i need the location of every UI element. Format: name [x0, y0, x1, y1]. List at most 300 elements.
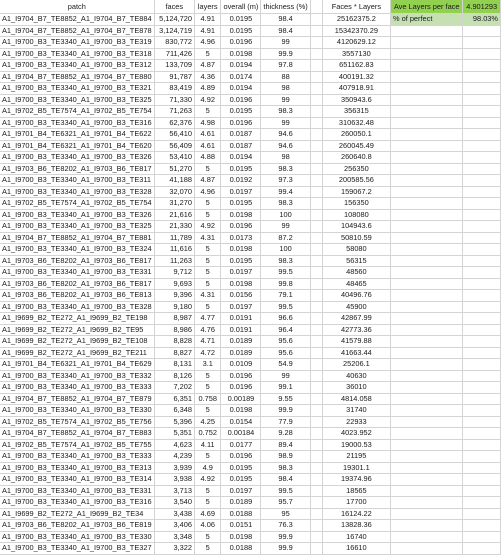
thickness-cell[interactable]: 98.3 [261, 163, 310, 175]
blank-cell[interactable] [310, 290, 322, 302]
patch-cell[interactable]: A1_I9701_B4_TE6321_A1_I9701_B4_TE620 [0, 140, 154, 152]
blank-cell[interactable] [310, 37, 322, 49]
layers-cell[interactable]: 4.11 [195, 439, 221, 451]
extra-cell[interactable] [463, 186, 501, 198]
extra-cell[interactable] [463, 37, 501, 49]
patch-cell[interactable]: A1_I9703_B6_TE8202_A1_I9703_B6_TE813 [0, 290, 154, 302]
thickness-cell[interactable]: 98 [261, 83, 310, 95]
extra-cell[interactable] [463, 393, 501, 405]
extra-cell[interactable] [390, 186, 462, 198]
extra-cell[interactable] [390, 462, 462, 474]
product-cell[interactable]: 42773.36 [322, 324, 390, 336]
extra-cell[interactable] [463, 117, 501, 129]
blank-cell[interactable] [310, 129, 322, 141]
layers-cell[interactable]: 5 [195, 370, 221, 382]
extra-cell[interactable] [463, 267, 501, 279]
faces-cell[interactable]: 3,938 [154, 474, 194, 486]
layers-cell[interactable]: 4.36 [195, 71, 221, 83]
product-cell[interactable]: 41579.88 [322, 336, 390, 348]
extra-cell[interactable] [463, 497, 501, 509]
overall-cell[interactable]: 0.0197 [221, 186, 261, 198]
faces-cell[interactable]: 3,124,719 [154, 25, 194, 37]
overall-cell[interactable]: 0.0198 [221, 209, 261, 221]
overall-cell[interactable]: 0.0194 [221, 83, 261, 95]
product-cell[interactable]: 16740 [322, 531, 390, 543]
extra-cell[interactable] [463, 474, 501, 486]
faces-cell[interactable]: 62,376 [154, 117, 194, 129]
blank-cell[interactable] [310, 428, 322, 440]
thickness-cell[interactable]: 99 [261, 221, 310, 233]
extra-cell[interactable] [390, 267, 462, 279]
thickness-cell[interactable]: 88 [261, 71, 310, 83]
patch-cell[interactable]: A1_I9700_B3_TE3340_A1_I9700_B3_TE330 [0, 405, 154, 417]
patch-cell[interactable]: A1_I9700_B3_TE3340_A1_I9700_B3_TE328 [0, 186, 154, 198]
extra-cell[interactable] [463, 278, 501, 290]
patch-cell[interactable]: A1_I9704_B7_TE8852_A1_I9704_B7_TE883 [0, 428, 154, 440]
overall-cell[interactable]: 0.0196 [221, 37, 261, 49]
product-cell[interactable]: 19374.96 [322, 474, 390, 486]
faces-cell[interactable]: 4,623 [154, 439, 194, 451]
overall-cell[interactable]: 0.0198 [221, 244, 261, 256]
extra-cell[interactable] [463, 25, 501, 37]
layers-cell[interactable]: 5 [195, 198, 221, 210]
blank-cell[interactable] [310, 25, 322, 37]
faces-cell[interactable]: 71,263 [154, 106, 194, 118]
overall-cell[interactable]: 0.0192 [221, 175, 261, 187]
patch-cell[interactable]: A1_I9703_B6_TE8202_A1_I9703_B6_TE817 [0, 255, 154, 267]
layers-cell[interactable]: 4.71 [195, 336, 221, 348]
overall-cell[interactable]: 0.0189 [221, 347, 261, 359]
overall-cell[interactable]: 0.0196 [221, 382, 261, 394]
patch-cell[interactable]: A1_I9704_B7_TE8852_A1_I9704_B7_TE880 [0, 71, 154, 83]
overall-cell[interactable]: 0.0187 [221, 140, 261, 152]
extra-cell[interactable] [390, 83, 462, 95]
overall-cell[interactable]: 0.0198 [221, 48, 261, 60]
product-cell[interactable]: 310632.48 [322, 117, 390, 129]
thickness-cell[interactable]: 99 [261, 94, 310, 106]
thickness-cell[interactable]: 99.1 [261, 382, 310, 394]
ave-layers-label[interactable]: Ave Layers per face [390, 0, 462, 14]
thickness-cell[interactable]: 94.6 [261, 129, 310, 141]
layers-cell[interactable]: 4.87 [195, 60, 221, 72]
patch-cell[interactable]: A1_I9701_B4_TE6321_A1_I9701_B4_TE629 [0, 359, 154, 371]
layers-cell[interactable]: 5 [195, 48, 221, 60]
faces-cell[interactable]: 830,772 [154, 37, 194, 49]
overall-cell[interactable]: 0.0195 [221, 462, 261, 474]
patch-cell[interactable]: A1_I9702_B5_TE7574_A1_I9702_B5_TE756 [0, 416, 154, 428]
header-overall[interactable]: overall (m) [221, 0, 261, 14]
extra-cell[interactable] [463, 370, 501, 382]
blank-cell[interactable] [310, 71, 322, 83]
thickness-cell[interactable]: 79.1 [261, 290, 310, 302]
patch-cell[interactable]: A1_I9704_B7_TE8852_A1_I9704_B7_TE878 [0, 25, 154, 37]
thickness-cell[interactable]: 98.3 [261, 255, 310, 267]
blank-cell[interactable] [310, 347, 322, 359]
patch-cell[interactable]: A1_I9699_B2_TE272_A1_I9699_B2_TE95 [0, 324, 154, 336]
product-cell[interactable]: 400191.32 [322, 71, 390, 83]
blank-cell[interactable] [310, 405, 322, 417]
extra-cell[interactable] [463, 290, 501, 302]
percent-perfect-value[interactable]: 98.03% [463, 14, 501, 26]
product-cell[interactable]: 22933 [322, 416, 390, 428]
blank-cell[interactable] [310, 175, 322, 187]
extra-cell[interactable] [390, 232, 462, 244]
layers-cell[interactable]: 5 [195, 278, 221, 290]
overall-cell[interactable]: 0.0197 [221, 485, 261, 497]
overall-cell[interactable]: 0.0196 [221, 94, 261, 106]
extra-cell[interactable] [463, 313, 501, 325]
faces-cell[interactable]: 8,828 [154, 336, 194, 348]
product-cell[interactable]: 356315 [322, 106, 390, 118]
product-cell[interactable]: 260050.1 [322, 129, 390, 141]
faces-cell[interactable]: 3,322 [154, 543, 194, 555]
overall-cell[interactable]: 0.0151 [221, 520, 261, 532]
overall-cell[interactable]: 0.00189 [221, 393, 261, 405]
product-cell[interactable]: 25206.1 [322, 359, 390, 371]
layers-cell[interactable]: 4.91 [195, 14, 221, 26]
thickness-cell[interactable]: 99.8 [261, 278, 310, 290]
patch-cell[interactable]: A1_I9700_B3_TE3340_A1_I9700_B3_TE316 [0, 497, 154, 509]
product-cell[interactable]: 50810.59 [322, 232, 390, 244]
faces-cell[interactable]: 5,396 [154, 416, 194, 428]
overall-cell[interactable]: 0.0154 [221, 416, 261, 428]
extra-cell[interactable] [390, 393, 462, 405]
extra-cell[interactable] [463, 520, 501, 532]
extra-cell[interactable] [463, 405, 501, 417]
overall-cell[interactable]: 0.0177 [221, 439, 261, 451]
extra-cell[interactable] [390, 451, 462, 463]
thickness-cell[interactable]: 96.4 [261, 324, 310, 336]
overall-cell[interactable]: 0.0196 [221, 370, 261, 382]
product-cell[interactable]: 407918.91 [322, 83, 390, 95]
layers-cell[interactable]: 4.31 [195, 290, 221, 302]
extra-cell[interactable] [463, 60, 501, 72]
overall-cell[interactable]: 0.0198 [221, 278, 261, 290]
layers-cell[interactable]: 4.98 [195, 117, 221, 129]
header-patch[interactable]: patch [0, 0, 154, 14]
extra-cell[interactable] [390, 71, 462, 83]
layers-cell[interactable]: 4.61 [195, 140, 221, 152]
extra-cell[interactable] [390, 313, 462, 325]
product-cell[interactable]: 108080 [322, 209, 390, 221]
faces-cell[interactable]: 11,263 [154, 255, 194, 267]
layers-cell[interactable]: 5 [195, 405, 221, 417]
patch-cell[interactable]: A1_I9700_B3_TE3340_A1_I9700_B3_TE328 [0, 301, 154, 313]
patch-cell[interactable]: A1_I9700_B3_TE3340_A1_I9700_B3_TE330 [0, 531, 154, 543]
blank-cell[interactable] [310, 520, 322, 532]
extra-cell[interactable] [390, 94, 462, 106]
thickness-cell[interactable]: 98.3 [261, 462, 310, 474]
patch-cell[interactable]: A1_I9699_B2_TE272_A1_I9699_B2_TE211 [0, 347, 154, 359]
product-cell[interactable]: 41663.44 [322, 347, 390, 359]
blank-cell[interactable] [310, 140, 322, 152]
blank-cell[interactable] [310, 324, 322, 336]
patch-cell[interactable]: A1_I9702_B5_TE7574_A1_I9702_B5_TE754 [0, 198, 154, 210]
thickness-cell[interactable]: 97.3 [261, 175, 310, 187]
layers-cell[interactable]: 4.87 [195, 175, 221, 187]
extra-cell[interactable] [390, 106, 462, 118]
overall-cell[interactable]: 0.0198 [221, 405, 261, 417]
faces-cell[interactable]: 5,124,720 [154, 14, 194, 26]
product-cell[interactable]: 350943.6 [322, 94, 390, 106]
thickness-cell[interactable]: 98.3 [261, 106, 310, 118]
product-cell[interactable]: 4120629.12 [322, 37, 390, 49]
blank-cell[interactable] [310, 508, 322, 520]
thickness-cell[interactable]: 95 [261, 508, 310, 520]
blank-cell[interactable] [310, 393, 322, 405]
overall-cell[interactable]: 0.0191 [221, 313, 261, 325]
patch-cell[interactable]: A1_I9700_B3_TE3340_A1_I9700_B3_TE325 [0, 221, 154, 233]
extra-cell[interactable] [463, 244, 501, 256]
faces-cell[interactable]: 9,693 [154, 278, 194, 290]
blank-cell[interactable] [310, 209, 322, 221]
layers-cell[interactable]: 5 [195, 106, 221, 118]
faces-cell[interactable]: 11,616 [154, 244, 194, 256]
layers-cell[interactable]: 3.1 [195, 359, 221, 371]
thickness-cell[interactable]: 95.6 [261, 336, 310, 348]
layers-cell[interactable]: 4.77 [195, 313, 221, 325]
thickness-cell[interactable]: 98.9 [261, 451, 310, 463]
blank-cell[interactable] [310, 474, 322, 486]
extra-cell[interactable] [390, 405, 462, 417]
product-cell[interactable]: 4814.058 [322, 393, 390, 405]
layers-cell[interactable]: 4.31 [195, 232, 221, 244]
extra-cell[interactable] [390, 209, 462, 221]
faces-cell[interactable]: 9,396 [154, 290, 194, 302]
blank-cell[interactable] [310, 221, 322, 233]
patch-cell[interactable]: A1_I9703_B6_TE8202_A1_I9703_B6_TE817 [0, 278, 154, 290]
thickness-cell[interactable]: 99.5 [261, 485, 310, 497]
blank-cell[interactable] [310, 278, 322, 290]
thickness-cell[interactable]: 99.9 [261, 48, 310, 60]
faces-cell[interactable]: 711,426 [154, 48, 194, 60]
thickness-cell[interactable]: 99 [261, 37, 310, 49]
product-cell[interactable]: 18565 [322, 485, 390, 497]
overall-cell[interactable]: 0.0156 [221, 290, 261, 302]
overall-cell[interactable]: 0.0198 [221, 531, 261, 543]
overall-cell[interactable]: 0.0196 [221, 451, 261, 463]
extra-cell[interactable] [390, 175, 462, 187]
extra-cell[interactable] [390, 301, 462, 313]
thickness-cell[interactable]: 98.3 [261, 198, 310, 210]
product-cell[interactable]: 200585.56 [322, 175, 390, 187]
blank-cell[interactable] [310, 152, 322, 164]
overall-cell[interactable]: 0.0195 [221, 25, 261, 37]
faces-cell[interactable]: 83,419 [154, 83, 194, 95]
overall-cell[interactable]: 0.0195 [221, 163, 261, 175]
blank-cell[interactable] [310, 359, 322, 371]
blank-cell[interactable] [310, 255, 322, 267]
faces-cell[interactable]: 3,348 [154, 531, 194, 543]
thickness-cell[interactable]: 9.28 [261, 428, 310, 440]
product-cell[interactable]: 45900 [322, 301, 390, 313]
ave-layers-value[interactable]: 4.901293 [463, 0, 501, 14]
patch-cell[interactable]: A1_I9704_B7_TE8852_A1_I9704_B7_TE879 [0, 393, 154, 405]
extra-cell[interactable] [390, 531, 462, 543]
extra-cell[interactable] [463, 175, 501, 187]
patch-cell[interactable]: A1_I9700_B3_TE3340_A1_I9700_B3_TE313 [0, 462, 154, 474]
blank-cell[interactable] [310, 382, 322, 394]
extra-cell[interactable] [463, 152, 501, 164]
patch-cell[interactable]: A1_I9699_B2_TE272_A1_I9699_B2_TE34 [0, 508, 154, 520]
faces-cell[interactable]: 56,409 [154, 140, 194, 152]
product-cell[interactable]: 25162375.2 [322, 14, 390, 26]
faces-cell[interactable]: 31,270 [154, 198, 194, 210]
patch-cell[interactable]: A1_I9703_B6_TE8202_A1_I9703_B6_TE817 [0, 163, 154, 175]
layers-cell[interactable]: 4.91 [195, 25, 221, 37]
faces-cell[interactable]: 3,438 [154, 508, 194, 520]
thickness-cell[interactable]: 77.9 [261, 416, 310, 428]
overall-cell[interactable]: 0.0194 [221, 152, 261, 164]
blank-cell[interactable] [310, 186, 322, 198]
layers-cell[interactable]: 4.92 [195, 474, 221, 486]
blank-cell[interactable] [310, 267, 322, 279]
blank-cell[interactable] [310, 232, 322, 244]
blank-cell[interactable] [310, 485, 322, 497]
faces-cell[interactable]: 56,410 [154, 129, 194, 141]
thickness-cell[interactable]: 87.2 [261, 232, 310, 244]
blank-cell[interactable] [310, 244, 322, 256]
patch-cell[interactable]: A1_I9700_B3_TE3340_A1_I9700_B3_TE318 [0, 48, 154, 60]
faces-cell[interactable]: 51,270 [154, 163, 194, 175]
patch-cell[interactable]: A1_I9700_B3_TE3340_A1_I9700_B3_TE331 [0, 267, 154, 279]
patch-cell[interactable]: A1_I9700_B3_TE3340_A1_I9700_B3_TE331 [0, 485, 154, 497]
product-cell[interactable]: 17700 [322, 497, 390, 509]
thickness-cell[interactable]: 98 [261, 152, 310, 164]
patch-cell[interactable]: A1_I9700_B3_TE3340_A1_I9700_B3_TE333 [0, 382, 154, 394]
product-cell[interactable]: 260640.8 [322, 152, 390, 164]
faces-cell[interactable]: 3,406 [154, 520, 194, 532]
patch-cell[interactable]: A1_I9700_B3_TE3340_A1_I9700_B3_TE311 [0, 175, 154, 187]
overall-cell[interactable]: 0.0195 [221, 14, 261, 26]
thickness-cell[interactable]: 99.4 [261, 186, 310, 198]
faces-cell[interactable]: 7,202 [154, 382, 194, 394]
patch-cell[interactable]: A1_I9702_B5_TE7574_A1_I9702_B5_TE754 [0, 106, 154, 118]
product-cell[interactable]: 42867.99 [322, 313, 390, 325]
extra-cell[interactable] [463, 106, 501, 118]
faces-cell[interactable]: 3,939 [154, 462, 194, 474]
layers-cell[interactable]: 5 [195, 451, 221, 463]
product-cell[interactable]: 16124.22 [322, 508, 390, 520]
extra-cell[interactable] [463, 416, 501, 428]
layers-cell[interactable]: 5 [195, 209, 221, 221]
patch-cell[interactable]: A1_I9700_B3_TE3340_A1_I9700_B3_TE326 [0, 209, 154, 221]
faces-cell[interactable]: 8,126 [154, 370, 194, 382]
thickness-cell[interactable]: 99.5 [261, 267, 310, 279]
extra-cell[interactable] [463, 301, 501, 313]
overall-cell[interactable]: 0.0188 [221, 508, 261, 520]
faces-cell[interactable]: 6,351 [154, 393, 194, 405]
extra-cell[interactable] [390, 370, 462, 382]
faces-cell[interactable]: 8,827 [154, 347, 194, 359]
faces-cell[interactable]: 21,616 [154, 209, 194, 221]
product-cell[interactable]: 260045.49 [322, 140, 390, 152]
extra-cell[interactable] [390, 163, 462, 175]
faces-cell[interactable]: 53,410 [154, 152, 194, 164]
extra-cell[interactable] [390, 278, 462, 290]
extra-cell[interactable] [390, 485, 462, 497]
extra-cell[interactable] [390, 255, 462, 267]
patch-cell[interactable]: A1_I9700_B3_TE3340_A1_I9700_B3_TE333 [0, 451, 154, 463]
overall-cell[interactable]: 0.0197 [221, 301, 261, 313]
thickness-cell[interactable]: 89.4 [261, 439, 310, 451]
header-thickness[interactable]: thickness (%) [261, 0, 310, 14]
layers-cell[interactable]: 4.96 [195, 37, 221, 49]
extra-cell[interactable] [390, 221, 462, 233]
faces-cell[interactable]: 8,987 [154, 313, 194, 325]
thickness-cell[interactable]: 95.6 [261, 347, 310, 359]
extra-cell[interactable] [463, 428, 501, 440]
patch-cell[interactable]: A1_I9700_B3_TE3340_A1_I9700_B3_TE325 [0, 94, 154, 106]
extra-cell[interactable] [390, 347, 462, 359]
patch-cell[interactable]: A1_I9700_B3_TE3340_A1_I9700_B3_TE326 [0, 152, 154, 164]
extra-cell[interactable] [390, 497, 462, 509]
product-cell[interactable]: 159067.2 [322, 186, 390, 198]
layers-cell[interactable]: 4.25 [195, 416, 221, 428]
patch-cell[interactable]: A1_I9704_B7_TE8852_A1_I9704_B7_TE881 [0, 232, 154, 244]
layers-cell[interactable]: 4.92 [195, 221, 221, 233]
extra-cell[interactable] [390, 37, 462, 49]
product-cell[interactable]: 40630 [322, 370, 390, 382]
thickness-cell[interactable]: 98.4 [261, 14, 310, 26]
faces-cell[interactable]: 3,540 [154, 497, 194, 509]
thickness-cell[interactable]: 99.9 [261, 531, 310, 543]
thickness-cell[interactable]: 98.4 [261, 25, 310, 37]
faces-cell[interactable]: 8,986 [154, 324, 194, 336]
product-cell[interactable]: 13828.36 [322, 520, 390, 532]
thickness-cell[interactable]: 54.9 [261, 359, 310, 371]
extra-cell[interactable] [463, 324, 501, 336]
layers-cell[interactable]: 4.06 [195, 520, 221, 532]
header-product[interactable]: Faces * Layers [322, 0, 390, 14]
extra-cell[interactable] [463, 198, 501, 210]
extra-cell[interactable] [390, 290, 462, 302]
patch-cell[interactable]: A1_I9700_B3_TE3340_A1_I9700_B3_TE327 [0, 543, 154, 555]
layers-cell[interactable]: 4.69 [195, 508, 221, 520]
product-cell[interactable]: 19000.53 [322, 439, 390, 451]
blank-cell[interactable] [310, 543, 322, 555]
faces-cell[interactable]: 4,239 [154, 451, 194, 463]
blank-cell[interactable] [310, 83, 322, 95]
extra-cell[interactable] [390, 244, 462, 256]
patch-cell[interactable]: A1_I9699_B2_TE272_A1_I9699_B2_TE108 [0, 336, 154, 348]
layers-cell[interactable]: 5 [195, 485, 221, 497]
faces-cell[interactable]: 11,789 [154, 232, 194, 244]
extra-cell[interactable] [390, 324, 462, 336]
faces-cell[interactable]: 9,712 [154, 267, 194, 279]
product-cell[interactable]: 40496.76 [322, 290, 390, 302]
layers-cell[interactable]: 4.9 [195, 462, 221, 474]
overall-cell[interactable]: 0.0196 [221, 221, 261, 233]
extra-cell[interactable] [390, 416, 462, 428]
faces-cell[interactable]: 71,330 [154, 94, 194, 106]
extra-cell[interactable] [463, 439, 501, 451]
overall-cell[interactable]: 0.0189 [221, 336, 261, 348]
product-cell[interactable]: 3557130 [322, 48, 390, 60]
extra-cell[interactable] [463, 347, 501, 359]
extra-cell[interactable] [390, 428, 462, 440]
extra-cell[interactable] [463, 485, 501, 497]
layers-cell[interactable]: 5 [195, 163, 221, 175]
extra-cell[interactable] [463, 531, 501, 543]
patch-cell[interactable]: A1_I9700_B3_TE3340_A1_I9700_B3_TE319 [0, 37, 154, 49]
overall-cell[interactable]: 0.00184 [221, 428, 261, 440]
blank-cell[interactable] [310, 163, 322, 175]
extra-cell[interactable] [390, 508, 462, 520]
extra-cell[interactable] [390, 25, 462, 37]
blank-cell[interactable] [310, 48, 322, 60]
patch-cell[interactable]: A1_I9700_B3_TE3340_A1_I9700_B3_TE321 [0, 83, 154, 95]
